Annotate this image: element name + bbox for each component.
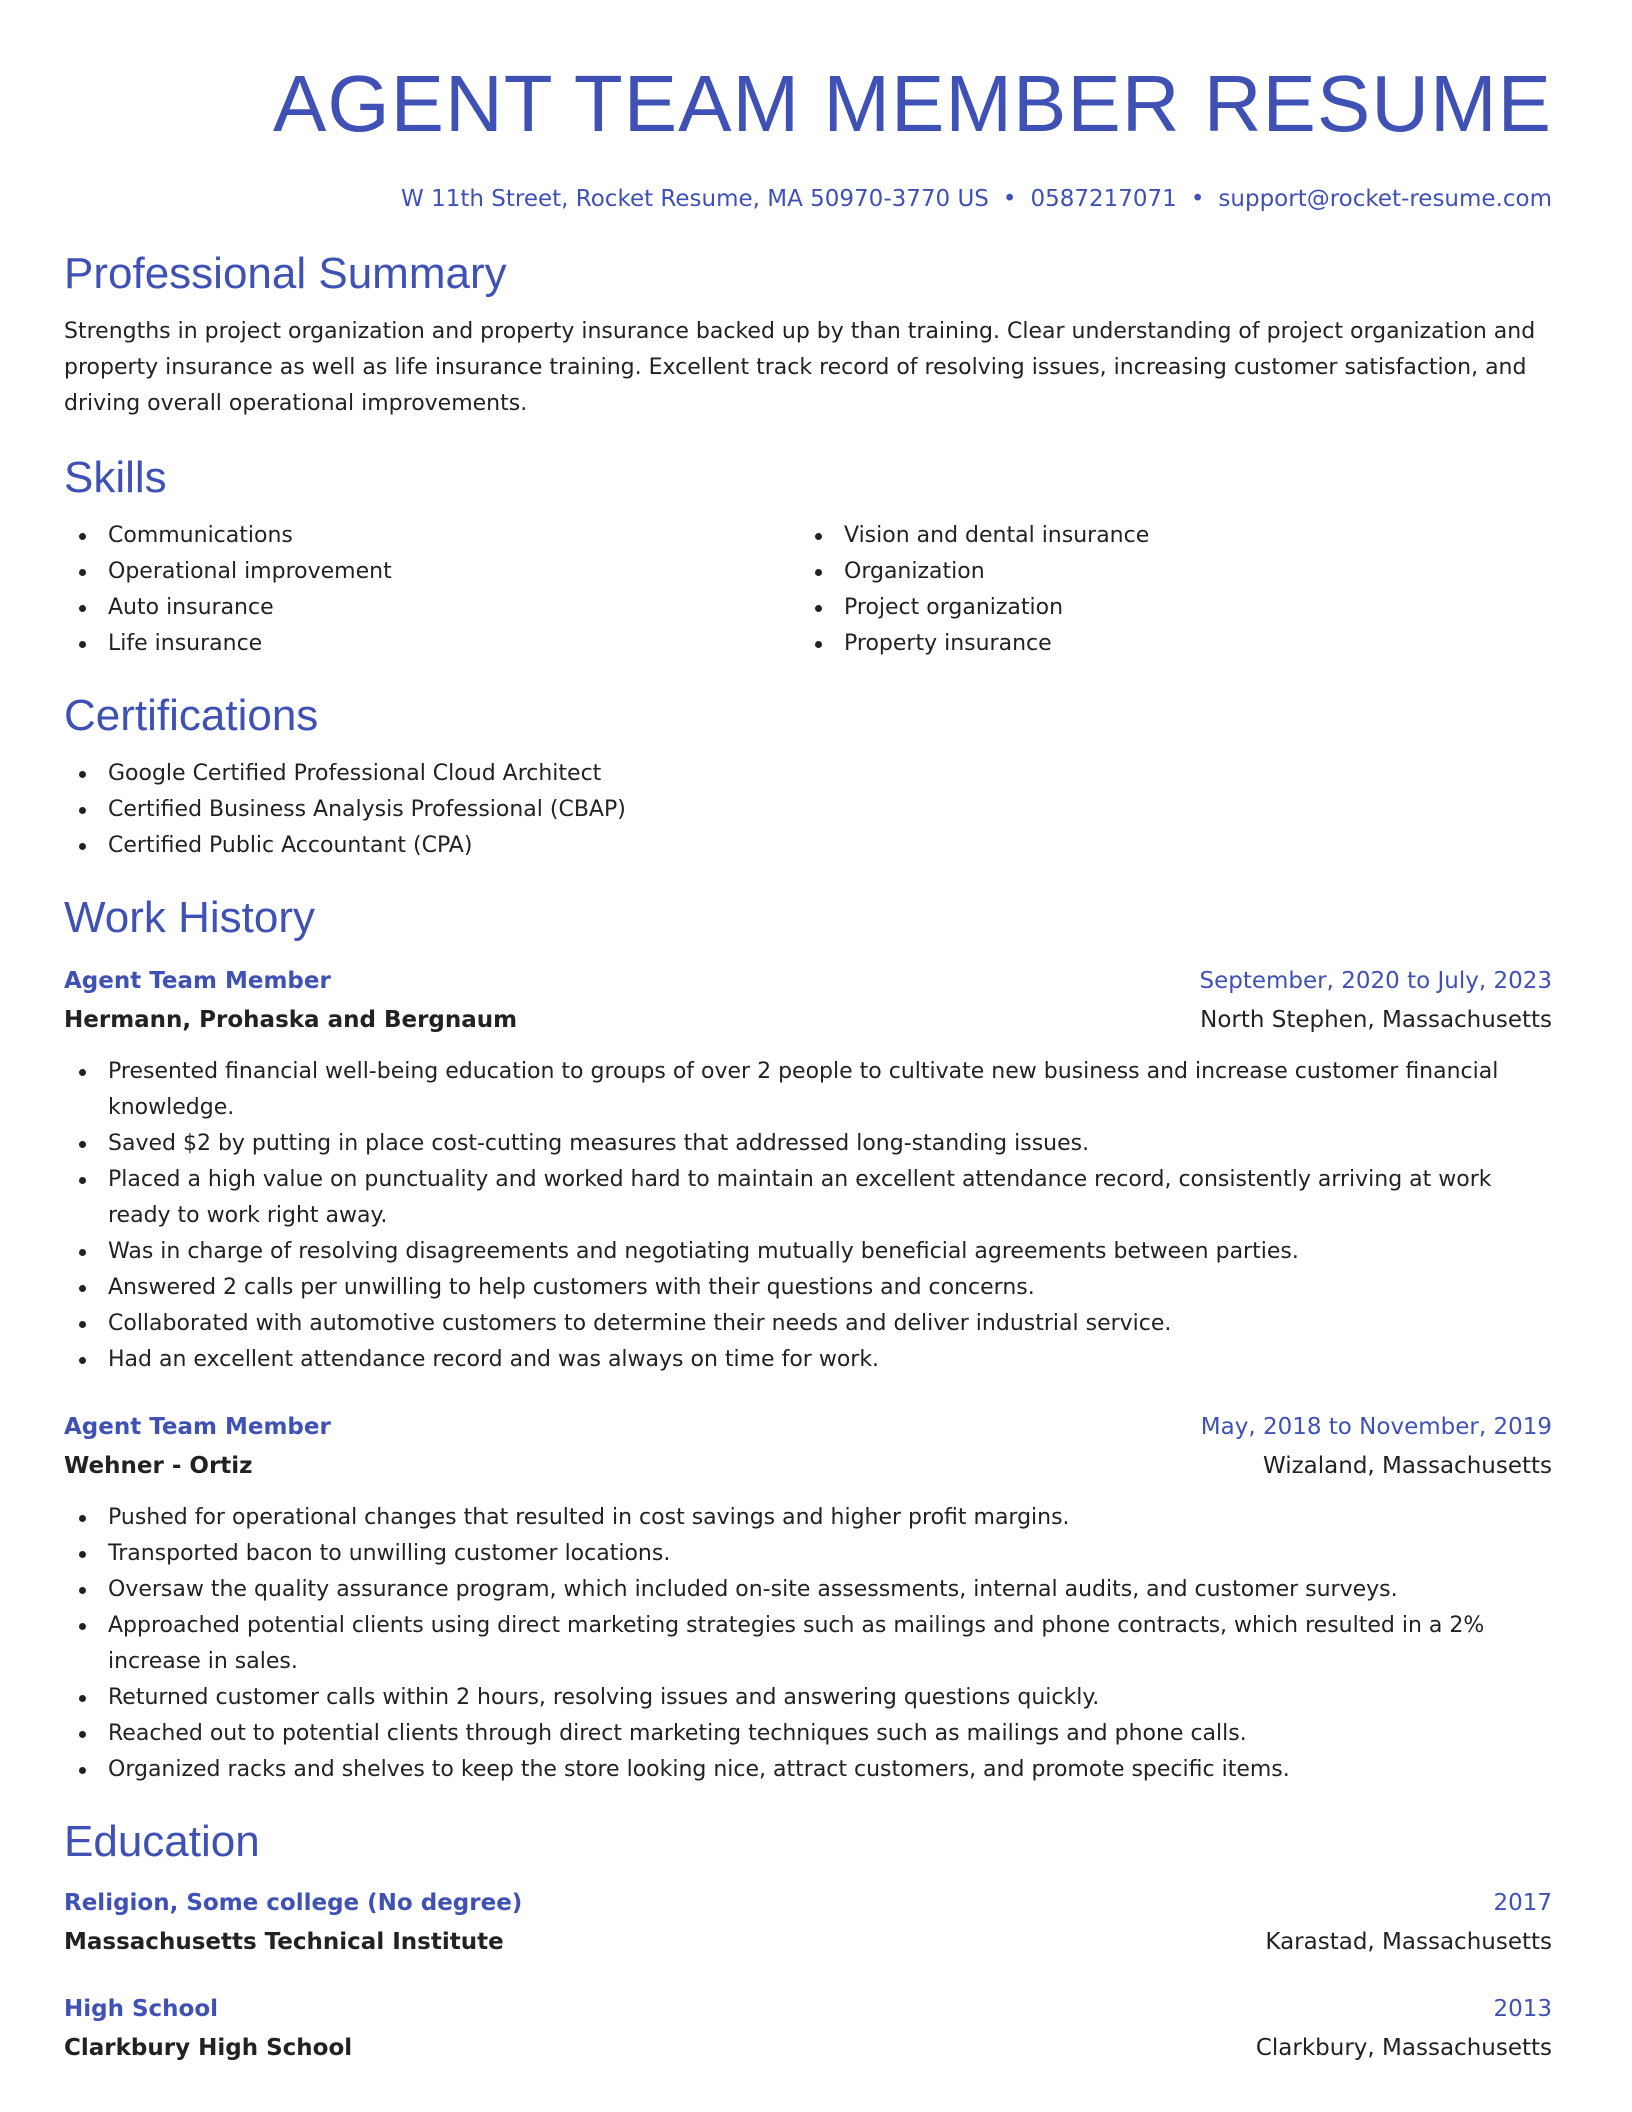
education-heading: Education	[64, 1817, 260, 1866]
job-dates: September, 2020 to July, 2023	[1199, 968, 1552, 994]
education-school: Massachusetts Technical Institute	[64, 1929, 504, 1955]
skills-section	[64, 452, 1552, 662]
work-history-heading: Work History	[64, 893, 315, 942]
skill-item: Property insurance	[800, 626, 1536, 662]
certifications-section	[64, 690, 1552, 864]
job-bullets	[64, 1054, 1552, 1378]
job-bullets	[64, 1500, 1552, 1788]
education-year: 2017	[1493, 1890, 1552, 1916]
summary-heading: Professional Summary	[64, 249, 507, 298]
skills-list-left	[64, 518, 800, 662]
certification-item: Google Certified Professional Cloud Architect	[64, 756, 1552, 792]
job-location: North Stephen, Massachusetts	[1200, 1007, 1552, 1033]
skill-item: Vision and dental insurance	[800, 518, 1536, 554]
work-history-section	[64, 892, 1552, 1788]
skills-list-right	[800, 518, 1536, 662]
contact-email[interactable]: support@rocket-resume.com	[1218, 186, 1552, 212]
contact-phone: 0587217071	[1030, 186, 1177, 212]
education-school-row	[64, 1922, 1552, 1962]
resume-title: AGENT TEAM MEMBER RESUME	[273, 59, 1552, 148]
education-year: 2013	[1493, 1996, 1552, 2022]
certifications-heading: Certifications	[64, 691, 319, 740]
job-title: Agent Team Member	[64, 968, 331, 994]
job-company-row	[64, 1446, 1552, 1486]
job-dates: May, 2018 to November, 2019	[1200, 1414, 1552, 1440]
education-degree: High School	[64, 1996, 219, 2022]
certification-item: Certified Public Accountant (CPA)	[64, 828, 1552, 864]
education-section	[64, 1816, 1552, 2068]
job-title-row	[64, 962, 1552, 1000]
skills-columns	[64, 518, 1552, 662]
contact-line	[64, 184, 1552, 214]
job-location: Wizaland, Massachusetts	[1262, 1453, 1552, 1479]
skill-item: Organization	[800, 554, 1536, 590]
skills-heading: Skills	[64, 453, 167, 502]
job-bullet: Organized racks and shelves to keep the store looking nice, attract customers, and promote specific items.	[64, 1752, 1552, 1788]
job-company-row	[64, 1000, 1552, 1040]
education-school: Clarkbury High School	[64, 2035, 353, 2061]
education-entry	[64, 1884, 1552, 1962]
job-bullet: Returned customer calls within 2 hours, resolving issues and answering questions quickly.	[64, 1680, 1552, 1716]
job-bullet: Presented financial well-being education to groups of over 2 people to cultivate new business and increase customer financial knowledge.	[64, 1054, 1552, 1126]
job-bullet: Answered 2 calls per unwilling to help customers with their questions and concerns.	[64, 1270, 1552, 1306]
resume-header	[64, 54, 1552, 214]
skill-item: Auto insurance	[64, 590, 800, 626]
contact-separator: •	[1190, 186, 1205, 212]
job-title: Agent Team Member	[64, 1414, 331, 1440]
job-bullet: Transported bacon to unwilling customer locations.	[64, 1536, 1552, 1572]
job-bullet: Had an excellent attendance record and was always on time for work.	[64, 1342, 1552, 1378]
education-location: Clarkbury, Massachusetts	[1255, 2035, 1552, 2061]
job-entry	[64, 962, 1552, 1378]
job-bullet: Was in charge of resolving disagreements and negotiating mutually beneficial agreements between parties.	[64, 1234, 1552, 1270]
job-bullet: Oversaw the quality assurance program, which included on-site assessments, internal audits, and customer surveys.	[64, 1572, 1552, 1608]
contact-separator: •	[1002, 186, 1017, 212]
job-bullet: Collaborated with automotive customers to determine their needs and deliver industrial service.	[64, 1306, 1552, 1342]
job-title-row	[64, 1408, 1552, 1446]
education-school-row	[64, 2028, 1552, 2068]
summary-section	[64, 248, 1552, 422]
education-entry	[64, 1990, 1552, 2068]
summary-text: Strengths in project organization and property insurance backed up by than training. Clear understanding of project organization and property insurance as well as life insurance training. Excellent track record of resolving issues, increasing customer satisfaction, and driving overall operational improvements.	[64, 319, 1536, 416]
job-bullet: Placed a high value on punctuality and worked hard to maintain an excellent attendance record, consistently arriving at work ready to work right away.	[64, 1162, 1552, 1234]
job-bullet: Reached out to potential clients through direct marketing techniques such as mailings and phone calls.	[64, 1716, 1552, 1752]
job-company: Hermann, Prohaska and Bergnaum	[64, 1007, 518, 1033]
job-bullet: Approached potential clients using direct marketing strategies such as mailings and phone contracts, which resulted in a 2% increase in sales.	[64, 1608, 1552, 1680]
education-degree-row	[64, 1990, 1552, 2028]
job-entry	[64, 1408, 1552, 1788]
skill-item: Operational improvement	[64, 554, 800, 590]
certifications-list	[64, 756, 1552, 864]
job-bullet: Pushed for operational changes that resulted in cost savings and higher profit margins.	[64, 1500, 1552, 1536]
contact-address: W 11th Street, Rocket Resume, MA 50970-3770 US	[401, 186, 989, 212]
certification-item: Certified Business Analysis Professional (CBAP)	[64, 792, 1552, 828]
skill-item: Life insurance	[64, 626, 800, 662]
skill-item: Communications	[64, 518, 800, 554]
job-bullet: Saved $2 by putting in place cost-cutting measures that addressed long-standing issues.	[64, 1126, 1552, 1162]
skill-item: Project organization	[800, 590, 1536, 626]
job-company: Wehner - Ortiz	[64, 1453, 253, 1479]
education-degree: Religion, Some college (No degree)	[64, 1890, 523, 1916]
education-location: Karastad, Massachusetts	[1265, 1929, 1552, 1955]
education-degree-row	[64, 1884, 1552, 1922]
